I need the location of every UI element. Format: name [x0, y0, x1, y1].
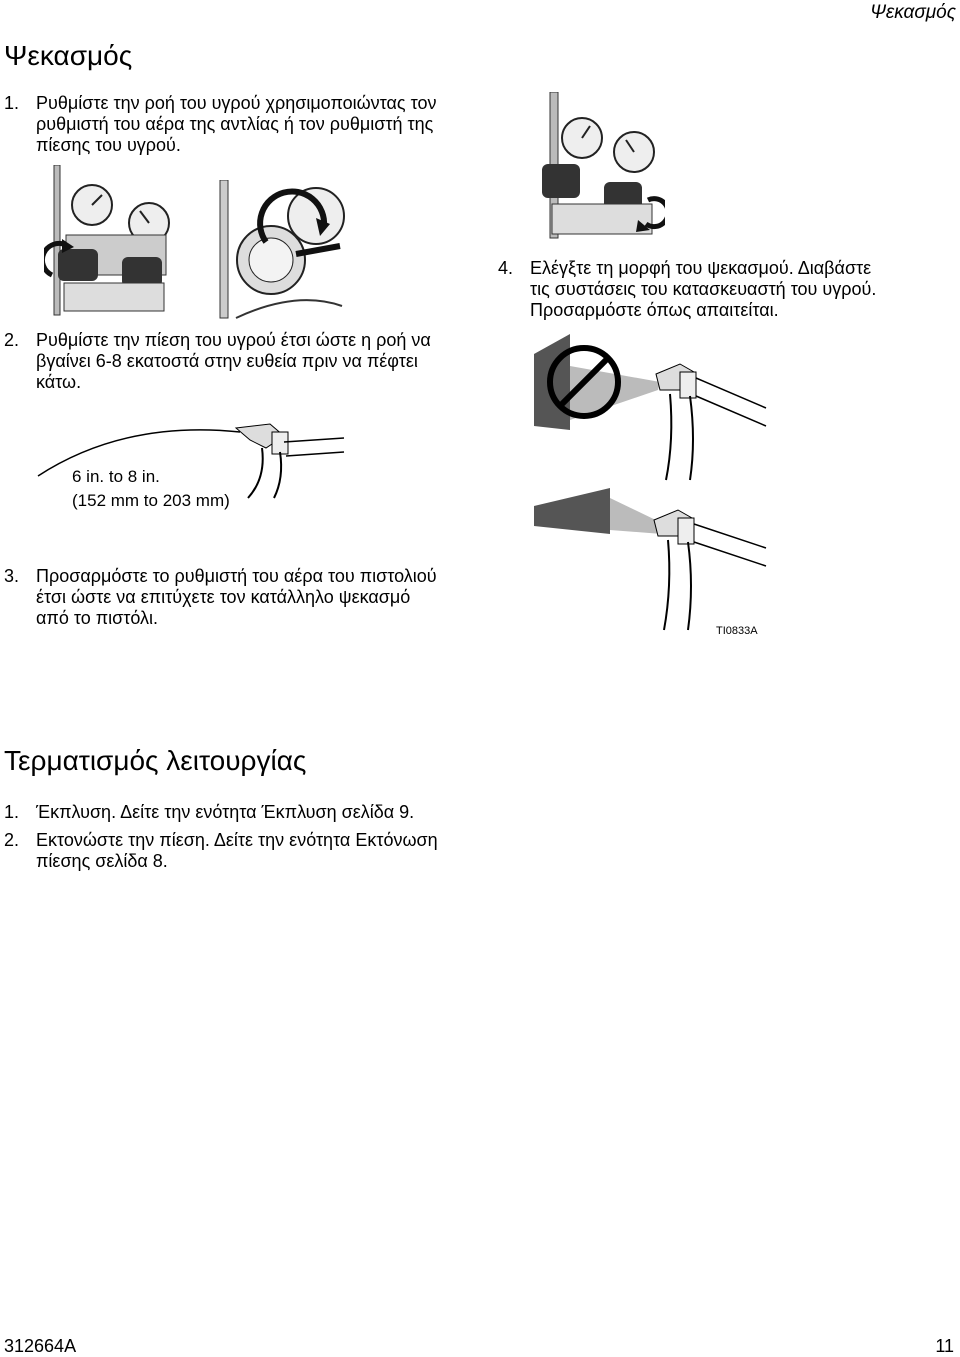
step-text-line: κάτω. — [36, 372, 82, 392]
section-title-spraying: Ψεκασμός — [4, 40, 133, 71]
distance-label-mm: (152 mm to 203 mm) — [72, 491, 230, 510]
step-number: 2. — [4, 330, 20, 350]
running-header: Ψεκασμός — [870, 2, 956, 23]
distance-label-inches: 6 in. to 8 in. — [72, 467, 160, 486]
step-number: 3. — [4, 566, 20, 586]
step-text-line: τις συστάσεις του κατασκευαστή του υγρού. — [530, 279, 877, 299]
shutdown-step-2 — [4, 830, 474, 874]
stream-distance-illustration — [34, 418, 346, 520]
step-text-line: Προσαρμόστε το ρυθμιστή του αέρα του πιστολιού — [36, 566, 437, 586]
step-text-line: πίεσης του υγρού. — [36, 135, 181, 155]
section-title-shutdown: Τερματισμός λειτουργίας — [4, 745, 307, 776]
step-number: 2. — [4, 830, 20, 850]
step-text-line: βγαίνει 6-8 εκατοστά στην ευθεία πριν να πέφτει — [36, 351, 418, 371]
step-text-line: Ρυθμίστε την ροή του υγρού χρησιμοποιώντας τον — [36, 93, 437, 113]
step-3 — [4, 566, 474, 632]
step-number: 1. — [4, 93, 20, 113]
pump-air-regulator-illustration — [44, 165, 174, 320]
step-1 — [4, 93, 474, 159]
shutdown-step-1 — [4, 802, 474, 824]
step-text-line: Εκτονώστε την πίεση. Δείτε την ενότητα Εκτόνωση — [36, 830, 438, 850]
step-text-line: έτσι ώστε να επιτύχετε τον κατάλληλο ψεκασμό — [36, 587, 411, 607]
step-text-line: από το πιστόλι. — [36, 608, 159, 628]
step-2 — [4, 330, 474, 396]
step-number: 1. — [4, 802, 20, 822]
step-number: 4. — [498, 258, 514, 278]
step-text-line: ρυθμιστή του αέρα της αντλίας ή τον ρυθμιστή της — [36, 114, 434, 134]
gun-air-regulator-illustration — [530, 92, 665, 240]
document-number: 312664A — [4, 1336, 77, 1356]
step-text-line: Ελέγξτε τη μορφή του ψεκασμού. Διαβάστε — [530, 258, 872, 278]
step-text-line: Ρυθμίστε την πίεση του υγρού έτσι ώστε η ροή να — [36, 330, 431, 350]
step-text-line: Έκπλυση. Δείτε την ενότητα Έκπλυση σελίδα 9. — [36, 802, 415, 822]
page-number: 11 — [935, 1336, 954, 1356]
figure-id: TI0833A — [716, 625, 758, 637]
step-text-line: Προσαρμόστε όπως απαιτείται. — [530, 300, 779, 320]
fluid-pressure-regulator-illustration — [216, 180, 346, 320]
step-4 — [498, 258, 938, 324]
step-text-line: πίεσης σελίδα 8. — [36, 851, 168, 871]
spray-pattern-illustration — [530, 330, 770, 640]
